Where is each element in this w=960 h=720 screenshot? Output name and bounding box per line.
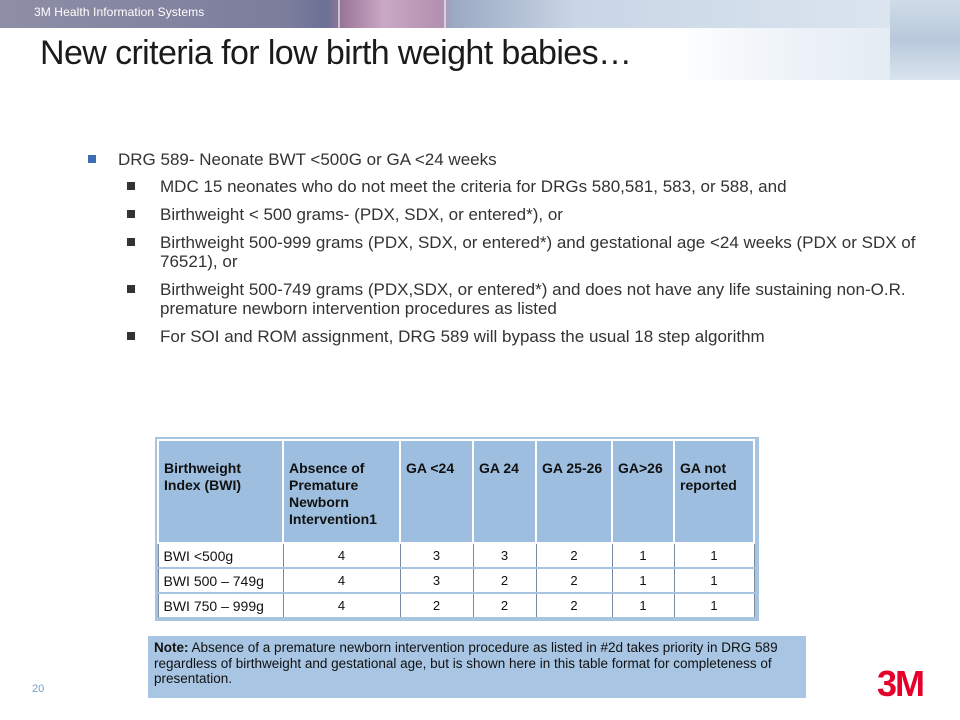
table-header-cell: GA not reported — [674, 440, 754, 543]
sub-bullet — [124, 327, 924, 346]
table-cell: 2 — [536, 543, 612, 568]
table-cell: 1 — [612, 593, 674, 618]
square-bullet-icon — [127, 238, 135, 246]
sub-bullet — [124, 280, 924, 318]
table-header-cell: GA <24 — [400, 440, 473, 543]
bwi-table-container — [155, 437, 759, 621]
table-cell: 3 — [473, 543, 536, 568]
table-cell: 1 — [674, 543, 754, 568]
bullet-list — [82, 150, 922, 355]
slide-title: New criteria for low birth weight babies… — [40, 34, 632, 72]
square-bullet-icon — [127, 182, 135, 190]
table-header-row — [158, 440, 754, 543]
table-header-cell: Absence of Premature Newborn Intervention1 — [283, 440, 400, 543]
square-bullet-icon — [127, 285, 135, 293]
band-divider — [444, 0, 446, 28]
table-header-cell: Birthweight Index (BWI) — [158, 440, 283, 543]
sub-bullet-text: Birthweight 500-999 grams (PDX, SDX, or entered*) and gestational age <24 weeks (PDX or SDX of 76521), or — [160, 233, 916, 271]
table-header-cell: GA 25-26 — [536, 440, 612, 543]
note-label: Note: — [154, 640, 189, 655]
bullet-main — [82, 150, 922, 170]
sub-bullet-text: For SOI and ROM assignment, DRG 589 will bypass the usual 18 step algorithm — [160, 327, 765, 346]
note-box — [148, 636, 806, 698]
table-row — [158, 568, 754, 593]
header-photo-strip — [890, 0, 960, 80]
table-header-cell: GA>26 — [612, 440, 674, 543]
3m-logo-text: 3M — [876, 665, 924, 701]
note-text: Absence of a premature newborn intervention procedure as listed in #2d takes priority in DRG 589 regardless of birthweight and gestational age, but is shown here in this table format for completeness of presentation. — [154, 640, 778, 686]
table-cell: 1 — [612, 568, 674, 593]
table-row — [158, 593, 754, 618]
square-bullet-icon — [88, 155, 96, 163]
table-row — [158, 543, 754, 568]
table-cell: 2 — [536, 568, 612, 593]
sub-bullet-text: Birthweight 500-749 grams (PDX,SDX, or entered*) and does not have any life sustaining non-O.R. premature newborn intervention procedures as listed — [160, 280, 906, 318]
bwi-table — [157, 439, 755, 619]
table-cell: 2 — [536, 593, 612, 618]
table-cell: 4 — [283, 568, 400, 593]
sub-bullet-text: MDC 15 neonates who do not meet the criteria for DRGs 580,581, 583, or 588, and — [160, 177, 787, 196]
3m-logo — [861, 665, 939, 701]
table-cell: 2 — [400, 593, 473, 618]
sub-bullet-text: Birthweight < 500 grams- (PDX, SDX, or entered*), or — [160, 205, 563, 224]
bullet-main-text: DRG 589- Neonate BWT <500G or GA <24 weeks — [118, 150, 497, 169]
sub-bullet — [124, 205, 924, 224]
band-divider — [338, 0, 340, 28]
square-bullet-icon — [127, 210, 135, 218]
table-cell: 2 — [473, 568, 536, 593]
table-cell: 4 — [283, 543, 400, 568]
table-row-label: BWI 500 – 749g — [158, 568, 283, 593]
table-header-cell: GA 24 — [473, 440, 536, 543]
table-cell: 1 — [612, 543, 674, 568]
page-number: 20 — [32, 683, 45, 695]
table-cell: 1 — [674, 568, 754, 593]
table-row-label: BWI 750 – 999g — [158, 593, 283, 618]
brand-label: 3M Health Information Systems — [34, 5, 205, 19]
table-cell: 1 — [674, 593, 754, 618]
sub-bullet — [124, 177, 924, 196]
table-cell: 4 — [283, 593, 400, 618]
sub-bullet — [124, 233, 924, 271]
square-bullet-icon — [127, 332, 135, 340]
table-row-label: BWI <500g — [158, 543, 283, 568]
table-cell: 3 — [400, 568, 473, 593]
table-cell: 2 — [473, 593, 536, 618]
table-cell: 3 — [400, 543, 473, 568]
